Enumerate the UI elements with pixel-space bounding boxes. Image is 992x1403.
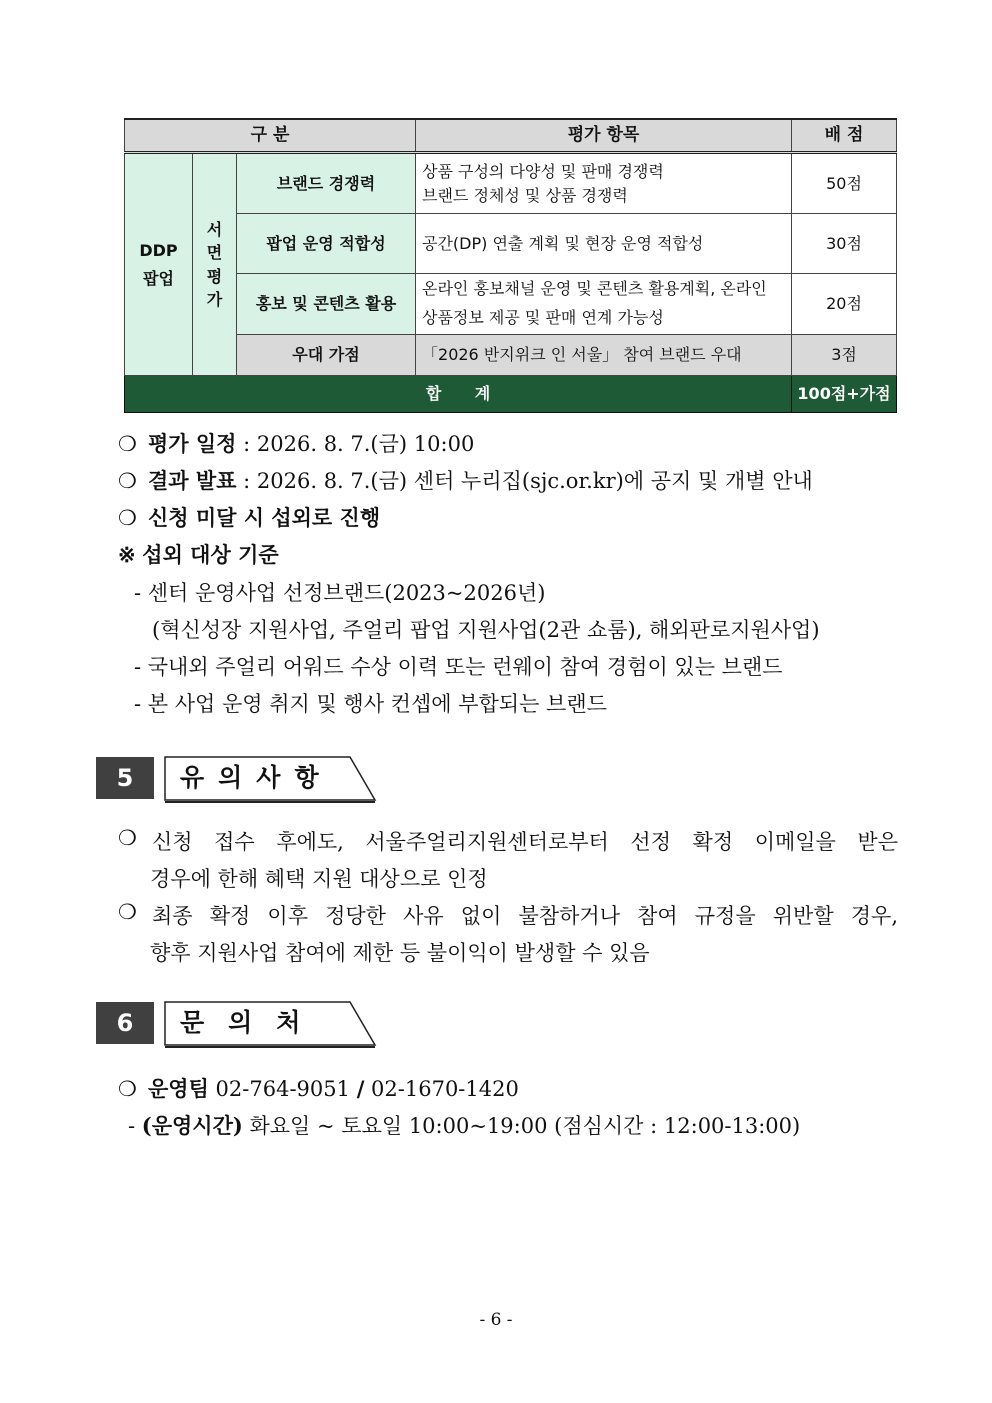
circle-bullet-icon: ❍ [118, 506, 137, 530]
section-5-title: 유의사항 [180, 763, 333, 792]
detail-cell [416, 274, 792, 335]
section-5-title-box [164, 756, 378, 804]
hours-text: 화요일 ~ 토요일 10:00~19:00 (점심시간 : 12:00-13:00) [242, 1114, 801, 1138]
section-6-title-box [164, 1001, 378, 1049]
contact-line [118, 1073, 519, 1103]
criterion-cell: 홍보 및 콘텐츠 활용 [237, 274, 416, 335]
criteria-item: - 국내외 주얼리 어워드 수상 이력 또는 런웨이 참여 경험이 있는 브랜드 [134, 655, 783, 679]
schedule-text: : 2026. 8. 7.(금) 센터 누리집(sjc.or.kr)에 공지 및 개별 안내 [236, 469, 813, 493]
detail-line: 브랜드 정체성 및 상품 경쟁력 [422, 185, 628, 205]
schedule-evaluation [118, 428, 474, 458]
hours-prefix: - [128, 1114, 142, 1138]
total-label: 합 계 [125, 376, 792, 413]
circle-bullet-icon: ❍ [118, 826, 137, 850]
evaluation-table [124, 118, 897, 413]
bonus-row [125, 335, 897, 376]
hours-label: (운영시간) [141, 1113, 243, 1138]
criterion-cell: 팝업 운영 적합성 [237, 214, 416, 274]
schedule-text: : 2026. 8. 7.(금) 10:00 [236, 432, 475, 456]
table-row [125, 153, 897, 214]
bonus-score: 3점 [792, 335, 897, 376]
circle-bullet-icon: ❍ [118, 900, 137, 924]
score-cell: 20점 [792, 274, 897, 335]
circle-bullet-icon: ❍ [118, 432, 137, 456]
criteria-item: (혁신성장 지원사업, 주얼리 팝업 지원사업(2관 쇼룸), 해외판로지원사업) [152, 618, 820, 642]
criterion-cell: 브랜드 경쟁력 [237, 153, 416, 214]
schedule-result [118, 465, 813, 495]
section-5-number: 5 [96, 757, 154, 799]
total-score: 100점+가점 [792, 376, 897, 413]
contact-phone-2[interactable]: 02-1670-1420 [371, 1077, 519, 1101]
criteria-title [118, 539, 279, 569]
criteria-item: - 센터 운영사업 선정브랜드(2023~2026년) [134, 581, 546, 605]
subgroup-cell: 서 면 평 가 [193, 153, 237, 376]
criteria-item: - 본 사업 운영 취지 및 행사 컨셉에 부합되는 브랜드 [134, 692, 607, 716]
notice-item [118, 900, 898, 928]
schedule-label: 결과 발표 [148, 468, 237, 493]
notice-line: 최종 확정 이후 정당한 사유 없이 불참하거나 참여 규정을 위반할 경우, [152, 904, 898, 928]
schedule-label: 신청 미달 시 섭외로 진행 [148, 505, 381, 530]
detail-line: 상품 구성의 다양성 및 판매 경쟁력 [422, 162, 664, 182]
detail-line: 상품정보 제공 및 판매 연계 가능성 [422, 308, 664, 327]
contact-team: 운영팀 [148, 1076, 209, 1101]
schedule-recruit [118, 502, 380, 532]
group-cell: DDP 팝업 [125, 153, 193, 376]
bonus-criterion: 우대 가점 [237, 335, 416, 376]
detail-cell [416, 153, 792, 214]
detail-line: 온라인 홍보채널 운영 및 콘텐츠 활용계획, 온라인 [422, 279, 767, 299]
score-cell: 50점 [792, 153, 897, 214]
reference-mark-icon: ※ [118, 542, 136, 567]
contact-separator: / [356, 1076, 365, 1101]
notice-item [118, 826, 898, 854]
section-6-title: 문의처 [180, 1008, 325, 1037]
notice-line: 경우에 한해 혜택 지원 대상으로 인정 [150, 867, 488, 891]
schedule-label: 평가 일정 [148, 431, 237, 456]
bonus-detail: 「2026 반지위크 인 서울」 참여 브랜드 우대 [416, 335, 792, 376]
header-items: 평가 항목 [416, 119, 792, 153]
criteria-title-text: 섭외 대상 기준 [142, 542, 279, 567]
section-6-number: 6 [96, 1002, 154, 1044]
notice-line: 향후 지원사업 참여에 제한 등 불이익이 발생할 수 있음 [150, 941, 650, 965]
table-row [125, 274, 897, 335]
score-cell: 30점 [792, 214, 897, 274]
notice-line: 신청 접수 후에도, 서울주얼리지원센터로부터 선정 확정 이메일을 받은 [152, 830, 898, 854]
page-number: - 6 - [479, 1310, 513, 1330]
table-row [125, 214, 897, 274]
contact-phone-1[interactable]: 02-764-9051 [215, 1077, 350, 1101]
circle-bullet-icon: ❍ [118, 1077, 137, 1101]
header-category: 구 분 [125, 119, 416, 153]
circle-bullet-icon: ❍ [118, 469, 137, 493]
header-score: 배 점 [792, 119, 897, 153]
total-row [125, 376, 897, 413]
hours-line [128, 1110, 800, 1140]
detail-cell: 공간(DP) 연출 계획 및 현장 운영 적합성 [416, 214, 792, 274]
